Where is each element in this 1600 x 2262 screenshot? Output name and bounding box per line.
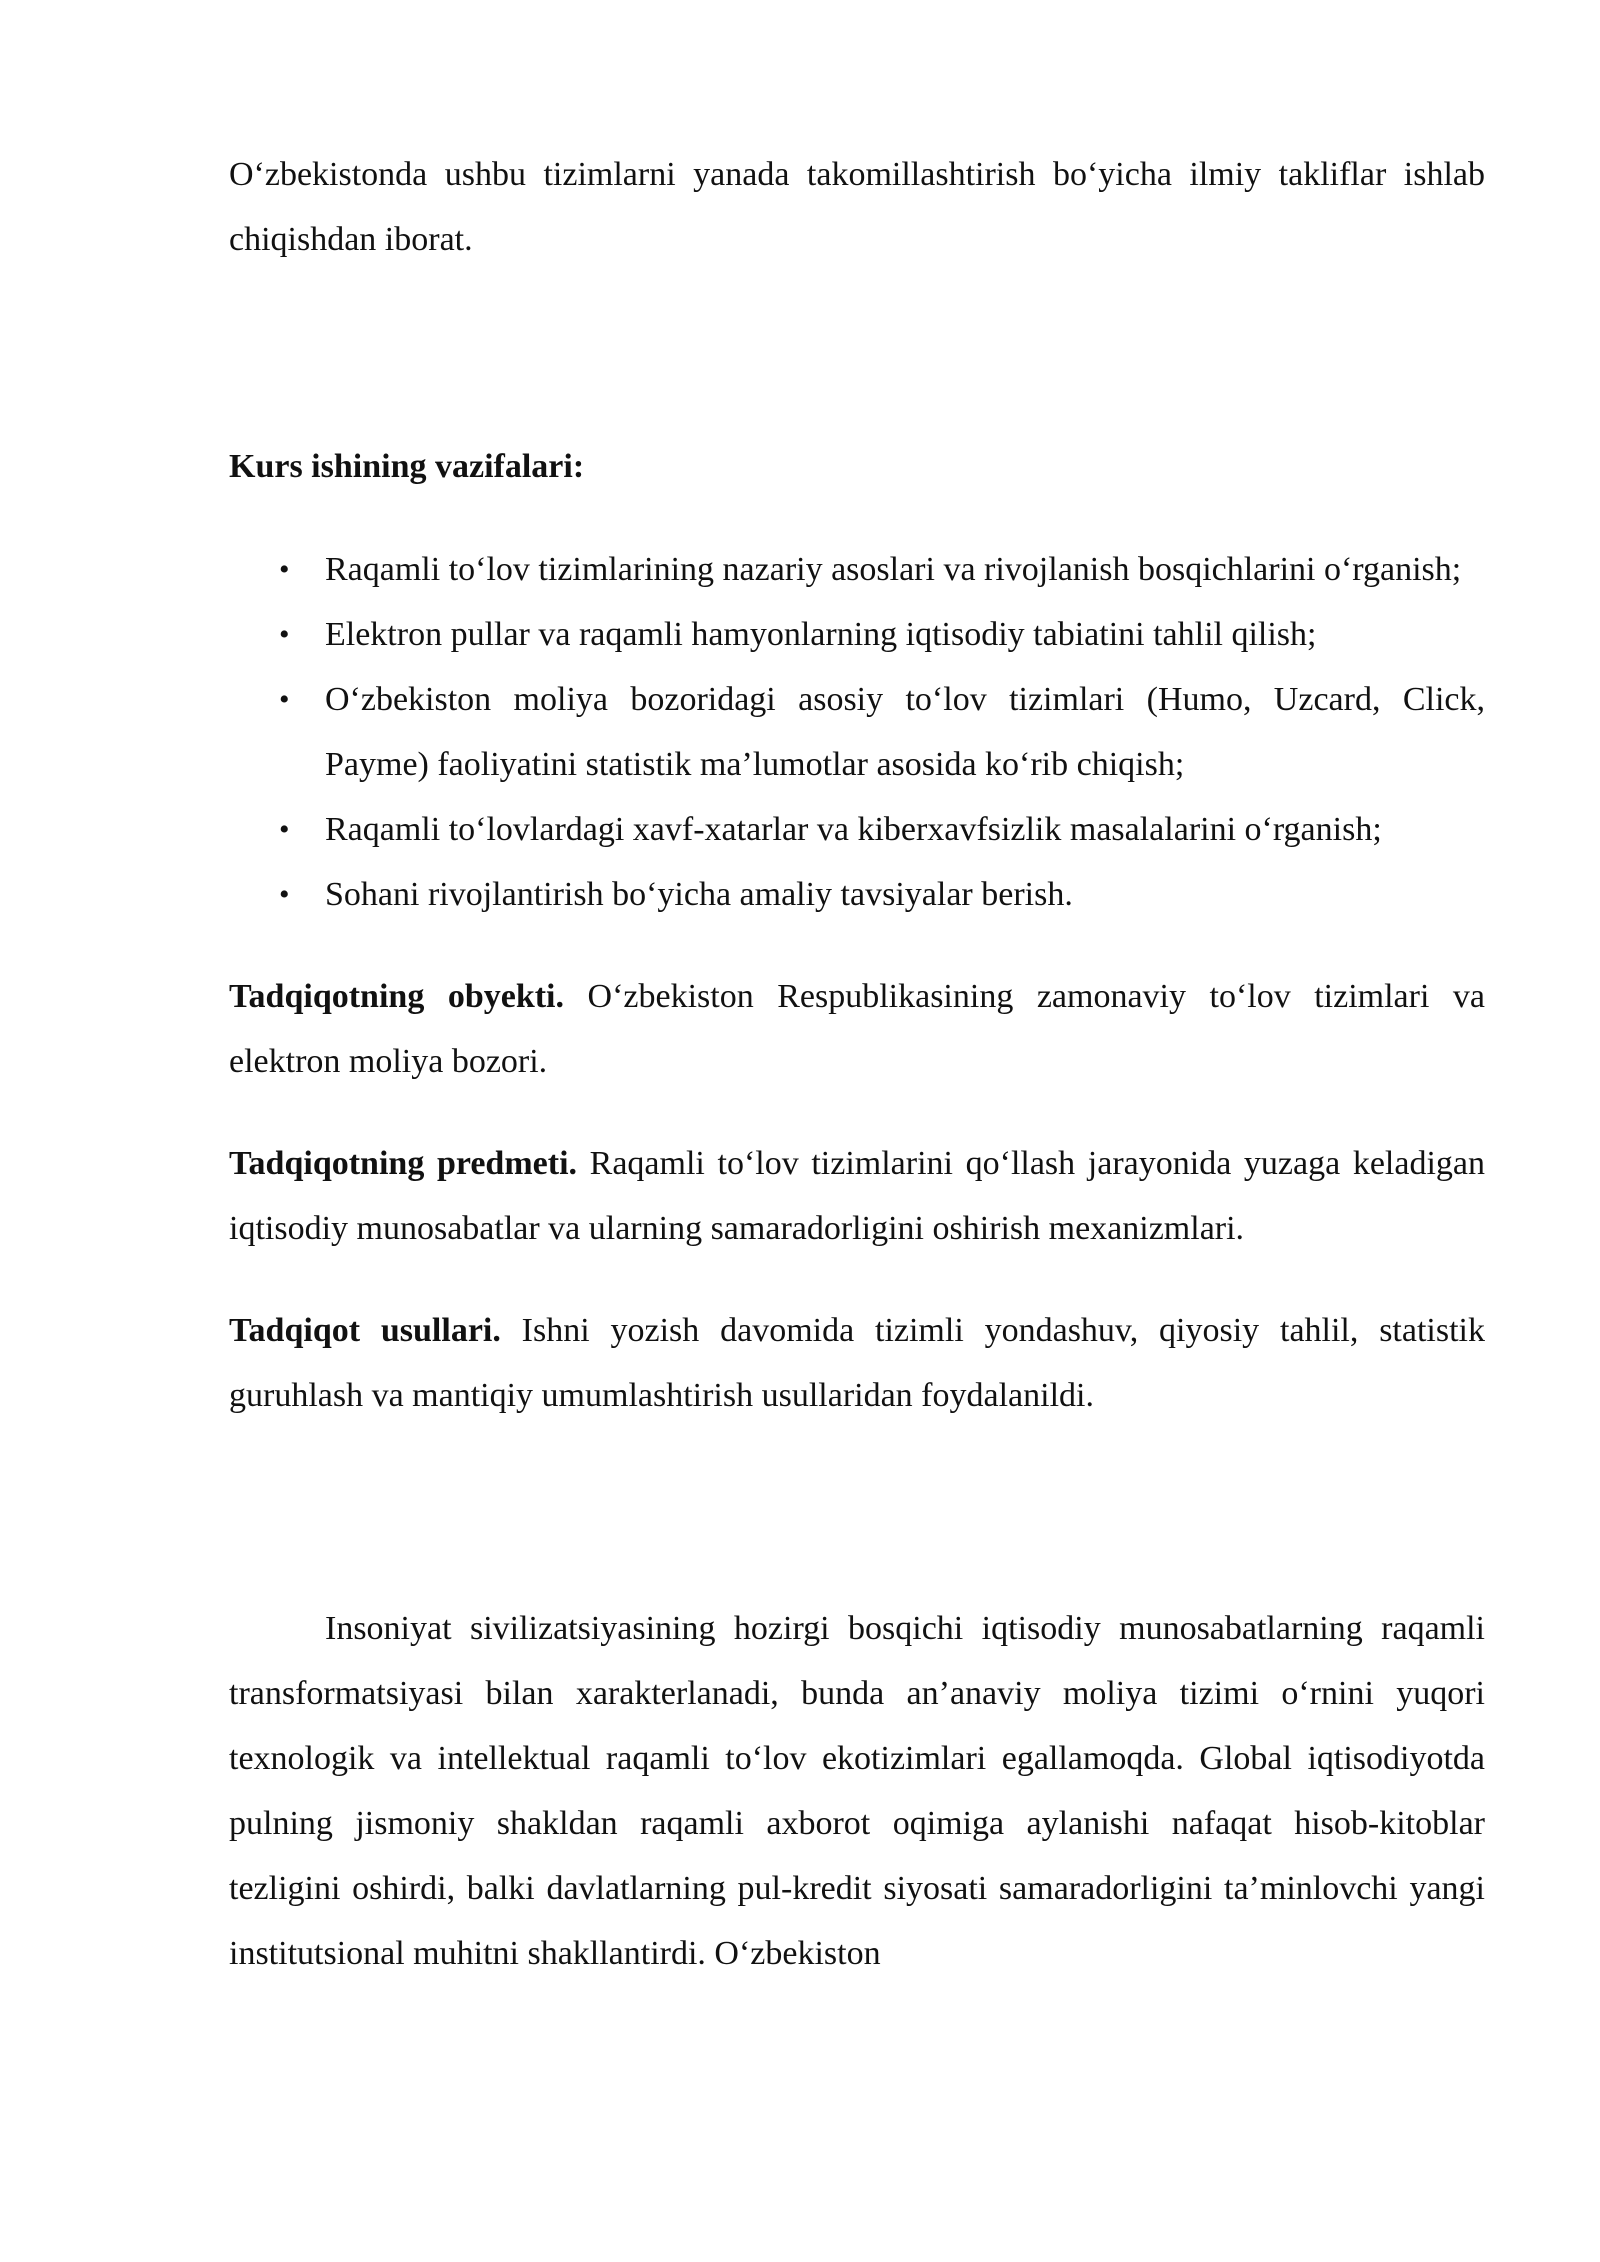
research-methods-paragraph xyxy=(229,1298,1485,1428)
research-methods-label: Tadqiqot usullari. xyxy=(229,1312,501,1349)
research-object-label: Tadqiqotning obyekti. xyxy=(229,978,565,1015)
task-text: O‘zbekiston moliya bozoridagi asosiy to‘lov tizimlari (Humo, Uzcard, Click, Payme) faoliyatini statistik ma’lumotlar asosida ko‘rib chiqish; xyxy=(325,681,1485,783)
bullet-icon: • xyxy=(279,618,290,651)
body-paragraph: Insoniyat sivilizatsiyasining hozirgi bosqichi iqtisodiy munosabatlarning raqamli transformatsiyasi bilan xarakterlanadi, bunda an’anaviy moliya tizimi o‘rnini yuqori texnologik va intellektual raqamli to‘lov ekotizimlari egallamoqda. Global iqtisodiyotda pulning jismoniy shakldan raqamli axborot oqimiga aylanishi nafaqat hisob-kitoblar tezligini oshirdi, balki davlatlarning pul-kredit siyosati samaradorligini ta’minlovchi yangi institutsional muhitni shakllantirdi. O‘zbekiston xyxy=(229,1610,1485,1972)
list-item xyxy=(229,862,1485,927)
document-page xyxy=(229,142,1485,1986)
research-object-text: O‘zbekiston Respublikasining zamonaviy to‘lov tizimlari va elektron moliya bozori. xyxy=(229,978,1485,1080)
bullet-icon: • xyxy=(279,813,290,846)
tasks-list xyxy=(229,537,1485,927)
research-subject-label: Tadqiqotning predmeti. xyxy=(229,1145,578,1182)
research-subject-paragraph xyxy=(229,1131,1485,1261)
list-item xyxy=(229,537,1485,602)
task-text: Sohani rivojlantirish bo‘yicha amaliy tavsiyalar berish. xyxy=(325,876,1073,913)
bullet-icon: • xyxy=(279,553,290,586)
task-text: Raqamli to‘lov tizimlarining nazariy asoslari va rivojlanish bosqichlarini o‘rganish; xyxy=(325,551,1462,588)
research-object-paragraph xyxy=(229,964,1485,1094)
research-methods-text: Ishni yozish davomida tizimli yondashuv, qiyosiy tahlil, statistik guruhlash va mantiqiy umumlashtirish usullaridan foydalanildi. xyxy=(229,1312,1485,1414)
list-item xyxy=(229,667,1485,797)
task-text: Elektron pullar va raqamli hamyonlarning iqtisodiy tabiatini tahlil qilish; xyxy=(325,616,1317,653)
tasks-heading: Kurs ishining vazifalari: xyxy=(229,448,585,485)
intro-continuation: O‘zbekistonda ushbu tizimlarni yanada takomillashtirish bo‘yicha ilmiy takliflar ishlab chiqishdan iborat. xyxy=(229,156,1485,258)
task-text: Raqamli to‘lovlardagi xavf-xatarlar va kiberxavfsizlik masalalarini o‘rganish; xyxy=(325,811,1382,848)
bullet-icon: • xyxy=(279,878,290,911)
research-subject-text: Raqamli to‘lov tizimlarini qo‘llash jarayonida yuzaga keladigan iqtisodiy munosabatlar va ularning samaradorligini oshirish mexanizmlari. xyxy=(229,1145,1485,1247)
bullet-icon: • xyxy=(279,683,290,716)
list-item xyxy=(229,602,1485,667)
list-item xyxy=(229,797,1485,862)
